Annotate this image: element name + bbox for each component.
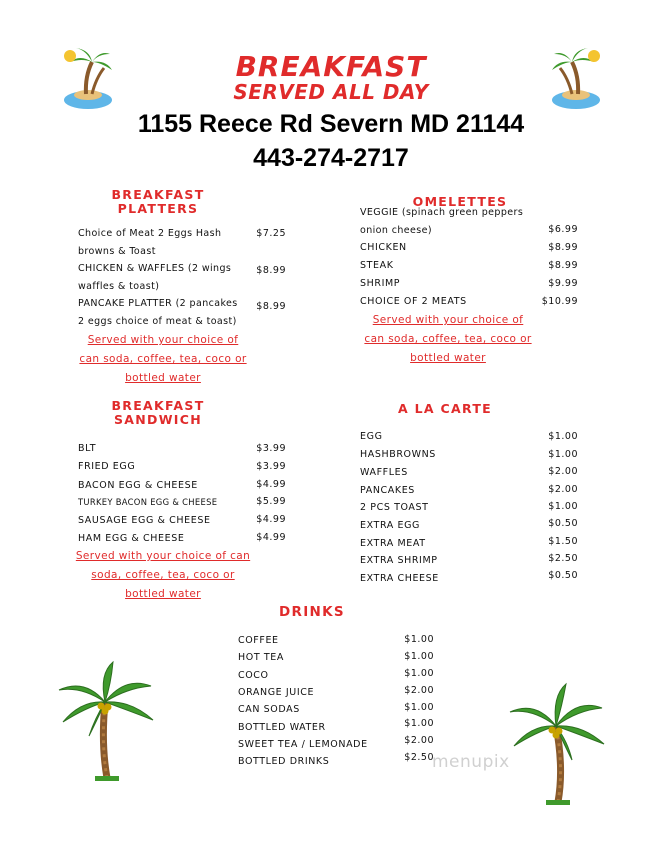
item-price: $2.00 [404, 685, 434, 696]
watermark: menupix [432, 752, 510, 772]
list-item: SWEET TEA / LEMONADE [238, 739, 368, 750]
list-item: BACON EGG & CHEESE [78, 480, 198, 491]
list-item: EXTRA SHRIMP [360, 555, 438, 566]
list-item: BOTTLED DRINKS [238, 756, 330, 767]
list-item: HOT TEA [238, 652, 284, 663]
item-price: $2.50 [548, 553, 578, 564]
list-item: EXTRA EGG [360, 520, 421, 531]
item-price: $2.00 [548, 484, 578, 495]
list-item: WAFFLES [360, 467, 408, 478]
item-price: $2.00 [404, 735, 434, 746]
list-item: CHICKEN [360, 242, 407, 253]
item-price: $1.00 [404, 668, 434, 679]
served-note: Served with your choice of can soda, coffee, tea, coco or bottled water [75, 550, 251, 600]
item-price: $3.99 [256, 443, 286, 454]
phone-number: 443-274-2717 [253, 144, 409, 172]
platters-heading: BREAKFAST PLATTERS [111, 187, 205, 216]
item-price: $1.00 [548, 449, 578, 460]
item-price: $1.00 [548, 501, 578, 512]
item-price: $1.00 [404, 651, 434, 662]
list-item: EXTRA CHEESE [360, 573, 439, 584]
list-item: ORANGE JUICE [238, 687, 315, 698]
list-item: PANCAKE PLATTER (2 pancakes 2 eggs choice of meat & toast) [78, 298, 238, 327]
item-price: $8.99 [256, 265, 286, 276]
item-price: $6.99 [548, 224, 578, 235]
list-item: SHRIMP [360, 278, 401, 289]
address: 1155 Reece Rd Severn MD 21144 [137, 110, 525, 138]
served-note: Served with your choice of can soda, coffee, tea, coco or bottled water [364, 314, 532, 364]
list-item: HAM EGG & CHEESE [78, 533, 185, 544]
menu-subtitle: SERVED ALL DAY [233, 80, 429, 104]
item-price: $4.99 [256, 479, 286, 490]
item-price: $8.99 [256, 301, 286, 312]
list-item: CHOICE OF 2 MEATS [360, 296, 467, 307]
list-item: Choice of Meat 2 Eggs Hash browns & Toast [78, 228, 222, 257]
omelettes-heading: OMELETTES [412, 194, 508, 209]
item-price: $2.50 [404, 752, 434, 763]
item-price: $9.99 [548, 278, 578, 289]
item-price: $8.99 [548, 260, 578, 271]
served-note: Served with your choice of can soda, coffee, tea, coco or bottled water [79, 334, 247, 384]
list-item: EGG [360, 431, 383, 442]
item-price: $8.99 [548, 242, 578, 253]
sandwich-heading: BREAKFAST SANDWICH [111, 398, 205, 427]
item-price: $10.99 [541, 296, 578, 307]
palm-tree-icon [506, 680, 608, 808]
item-price: $2.00 [548, 466, 578, 477]
list-item: CAN SODAS [238, 704, 300, 715]
item-price: $4.99 [256, 532, 286, 543]
list-item: 2 PCS TOAST [360, 502, 429, 513]
list-item: VEGGIE (spinach green peppers onion cheese) [360, 207, 524, 236]
list-item: SAUSAGE EGG & CHEESE [78, 515, 211, 526]
item-price: $1.00 [548, 431, 578, 442]
palm-tree-icon [55, 660, 157, 784]
item-price: $1.00 [404, 718, 434, 729]
item-price: $7.25 [256, 228, 286, 239]
drinks-heading: DRINKS [279, 604, 345, 620]
list-item: BLT [78, 443, 97, 454]
list-item: EXTRA MEAT [360, 538, 426, 549]
list-item: COFFEE [238, 635, 279, 646]
item-price: $0.50 [548, 570, 578, 581]
list-item: HASHBROWNS [360, 449, 436, 460]
menu-title: BREAKFAST [235, 50, 427, 83]
item-price: $1.50 [548, 536, 578, 547]
item-price: $3.99 [256, 461, 286, 472]
item-price: $1.00 [404, 702, 434, 713]
list-item: TURKEY BACON EGG & CHEESE [78, 497, 218, 507]
list-item: STEAK [360, 260, 394, 271]
list-item: PANCAKES [360, 485, 415, 496]
item-price: $0.50 [548, 518, 578, 529]
list-item: BOTTLED WATER [238, 722, 326, 733]
list-item: COCO [238, 670, 269, 681]
list-item: FRIED EGG [78, 461, 136, 472]
item-price: $1.00 [404, 634, 434, 645]
list-item: CHICKEN & WAFFLES (2 wings waffles & toast) [78, 263, 232, 292]
alacarte-heading: A LA CARTE [398, 401, 492, 416]
item-price: $5.99 [256, 496, 286, 507]
item-price: $4.99 [256, 514, 286, 525]
